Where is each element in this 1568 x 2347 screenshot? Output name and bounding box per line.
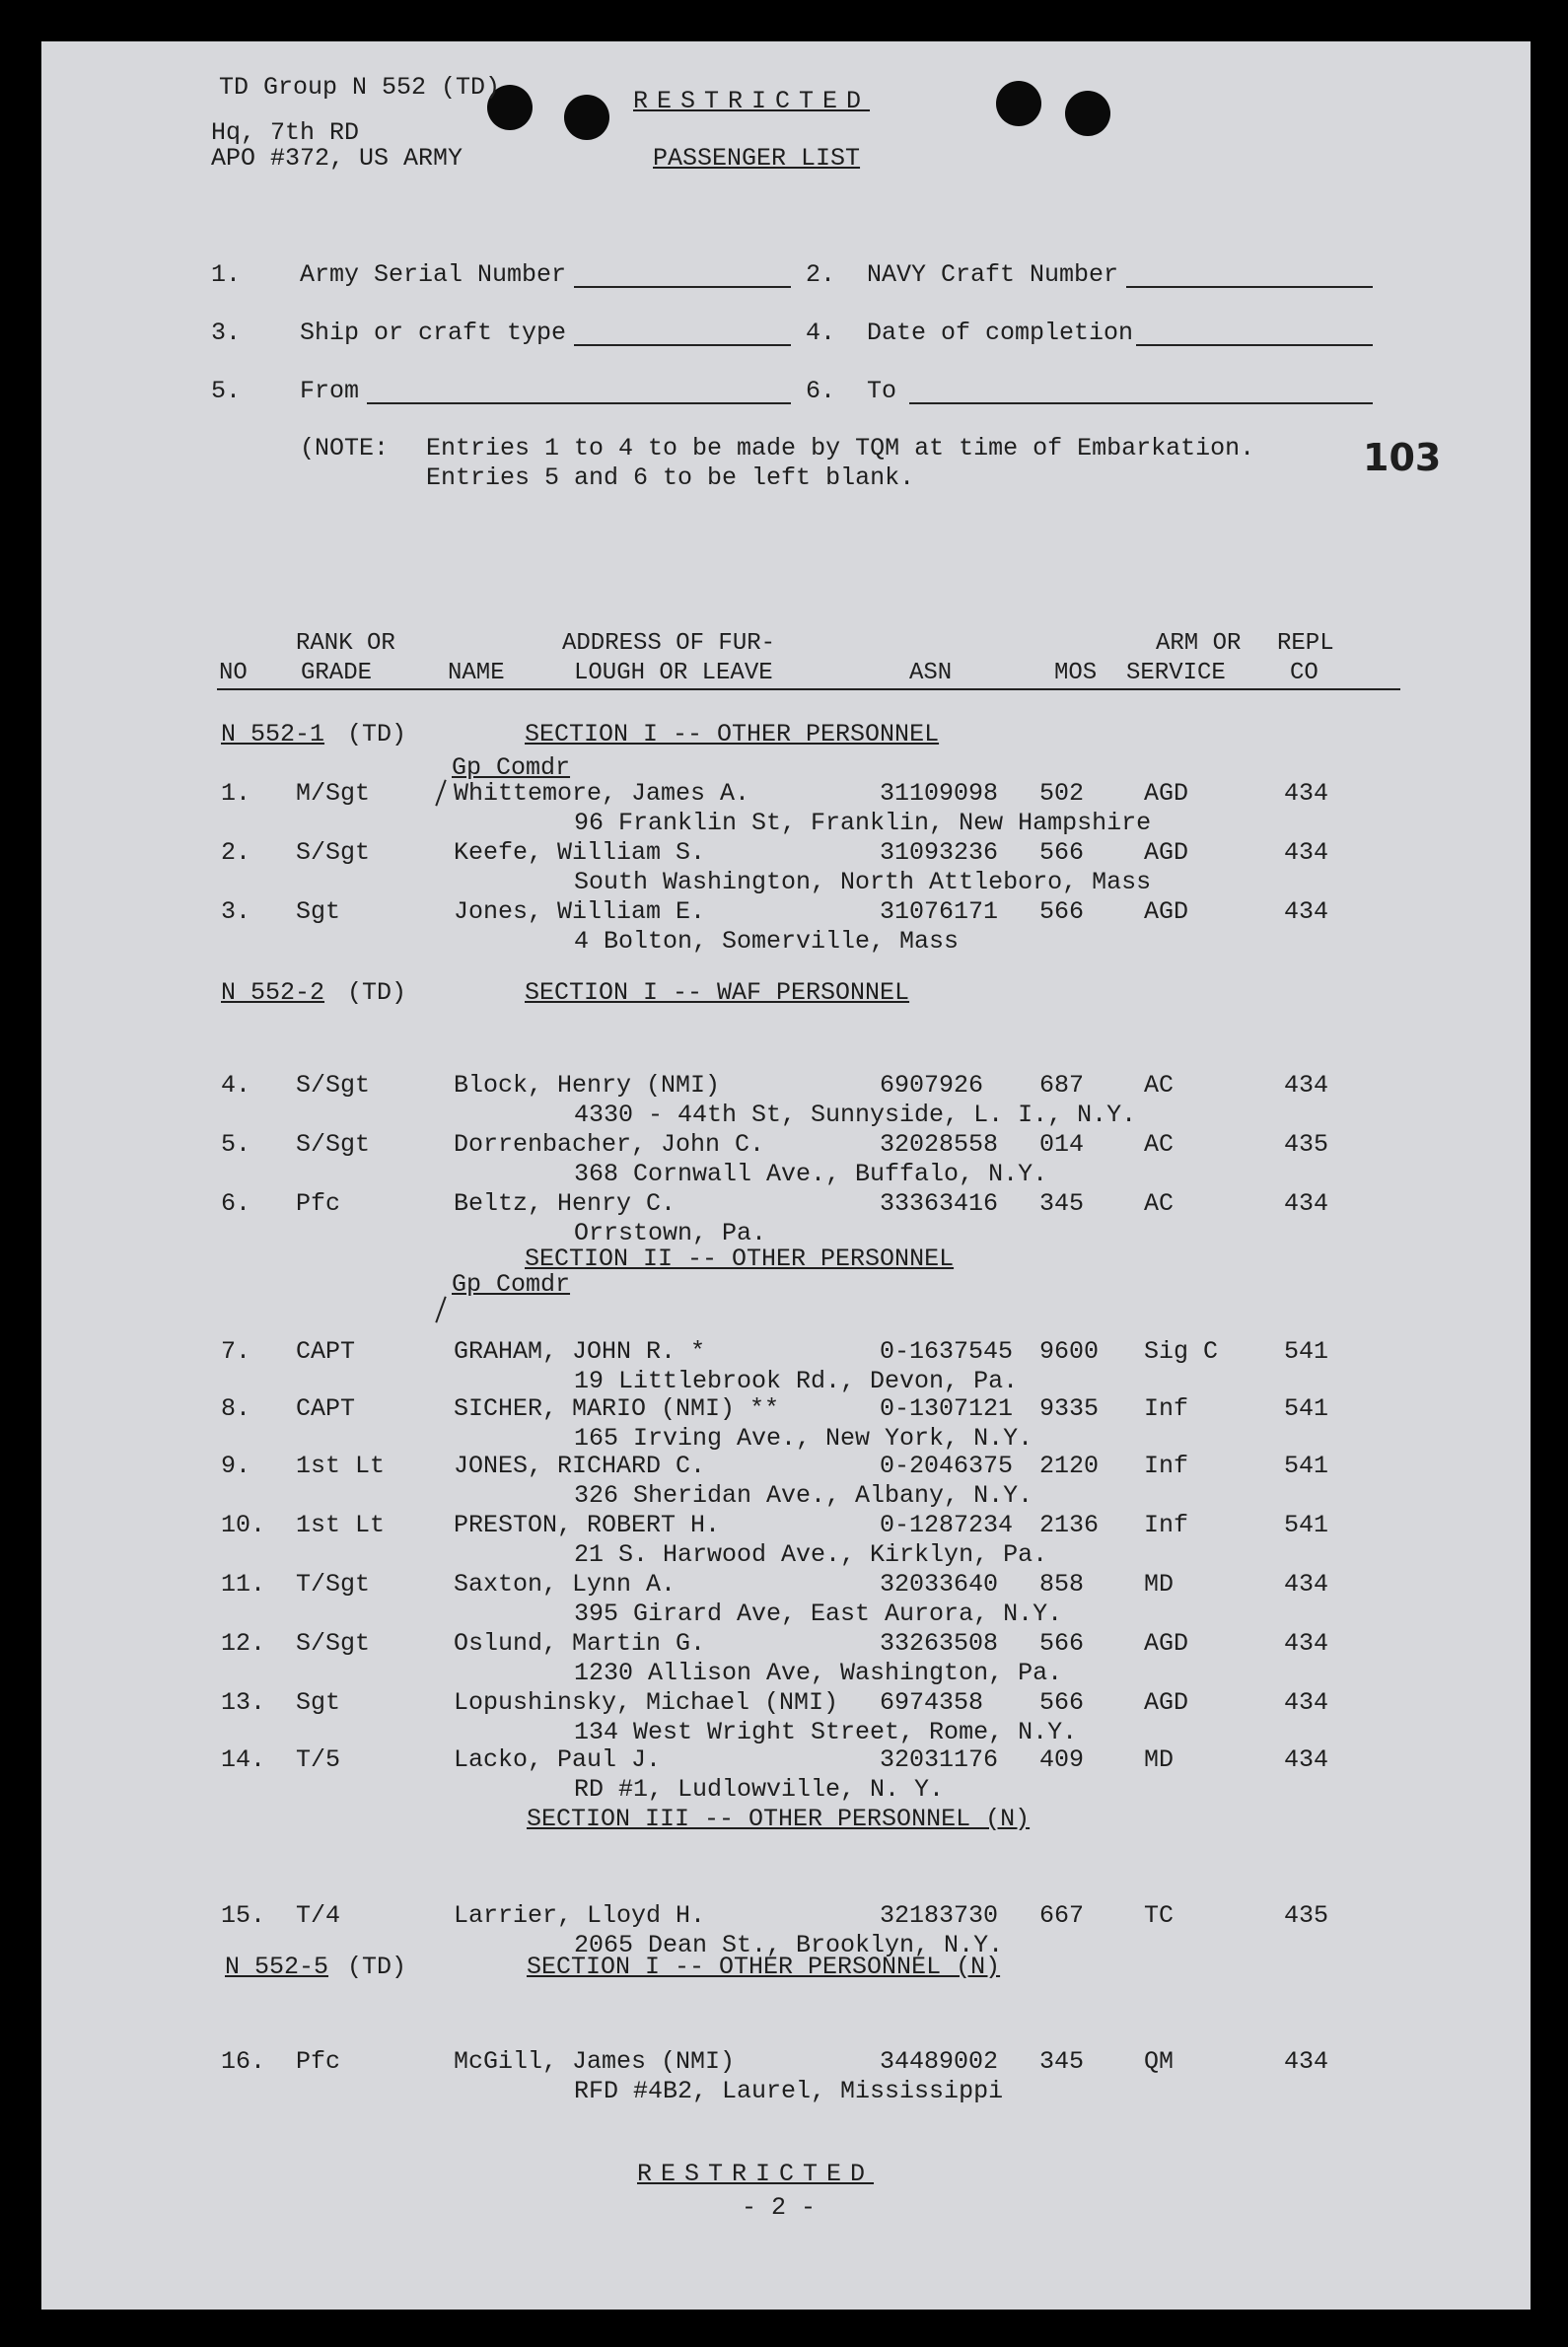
col-asn: ASN <box>909 660 953 686</box>
row-name: McGill, James (NMI) <box>454 2047 736 2076</box>
row-number: 11. <box>221 1570 266 1599</box>
field-blank <box>367 402 791 404</box>
col-repl-line2: CO <box>1290 660 1319 686</box>
row-arm: Inf <box>1144 1511 1189 1539</box>
row-rank: 1st Lt <box>296 1452 386 1480</box>
row-address: 395 Girard Ave, East Aurora, N.Y. <box>574 1600 1063 1628</box>
row-mos: 667 <box>1039 1901 1085 1930</box>
row-number: 3. <box>221 897 251 926</box>
row-rank: S/Sgt <box>296 1629 371 1658</box>
unit-line: TD Group N 552 (TD) <box>219 73 501 102</box>
col-no: NO <box>219 660 248 686</box>
apo-line: APO #372, US ARMY <box>211 144 463 173</box>
classification-top: RESTRICTED <box>633 87 871 115</box>
row-name: Dorrenbacher, John C. <box>454 1130 765 1159</box>
row-number: 15. <box>221 1901 266 1930</box>
col-arm-line2: SERVICE <box>1126 660 1226 686</box>
note-line: Entries 5 and 6 to be left blank. <box>426 463 915 492</box>
group-label: N 552-5 <box>225 1953 329 1981</box>
group-commander-note: Gp Comdr <box>452 1270 571 1299</box>
row-arm: AC <box>1144 1130 1175 1159</box>
row-asn: 33363416 <box>880 1189 999 1218</box>
row-arm: AGD <box>1144 897 1189 926</box>
row-asn: 31093236 <box>880 838 999 867</box>
row-mos: 409 <box>1039 1745 1085 1774</box>
row-address: 21 S. Harwood Ave., Kirklyn, Pa. <box>574 1540 1048 1569</box>
page-number: - 2 - <box>742 2193 817 2222</box>
row-repl: 434 <box>1284 1570 1329 1599</box>
row-address: South Washington, North Attleboro, Mass <box>574 868 1152 896</box>
section-heading: SECTION I -- OTHER PERSONNEL (N) <box>527 1953 1001 1981</box>
note-line: Entries 1 to 4 to be made by TQM at time of Embarkation. <box>426 434 1255 462</box>
row-asn: 6974358 <box>880 1688 984 1717</box>
row-rank: CAPT <box>296 1337 356 1366</box>
row-name: Oslund, Martin G. <box>454 1629 706 1658</box>
row-name: PRESTON, ROBERT H. <box>454 1511 721 1539</box>
row-repl: 434 <box>1284 1688 1329 1717</box>
field-label: Ship or craft type <box>300 319 567 347</box>
row-rank: T/Sgt <box>296 1570 371 1599</box>
row-arm: QM <box>1144 2047 1175 2076</box>
row-rank: S/Sgt <box>296 1130 371 1159</box>
group-label: N 552-1 <box>221 720 325 748</box>
row-arm: AGD <box>1144 779 1189 808</box>
col-name: NAME <box>448 660 505 686</box>
row-number: 7. <box>221 1337 251 1366</box>
row-asn: 31076171 <box>880 897 999 926</box>
field-label: To <box>867 377 897 405</box>
row-rank: M/Sgt <box>296 779 371 808</box>
row-repl: 434 <box>1284 838 1329 867</box>
row-asn: 32028558 <box>880 1130 999 1159</box>
section-heading: SECTION III -- OTHER PERSONNEL (N) <box>527 1805 1031 1833</box>
punch-hole <box>564 95 609 140</box>
row-repl: 541 <box>1284 1337 1329 1366</box>
row-name: Block, Henry (NMI) <box>454 1071 721 1100</box>
row-number: 12. <box>221 1629 266 1658</box>
field-blank <box>574 286 791 288</box>
row-number: 5. <box>221 1130 251 1159</box>
row-repl: 434 <box>1284 1071 1329 1100</box>
row-rank: 1st Lt <box>296 1511 386 1539</box>
row-name: GRAHAM, JOHN R. * <box>454 1337 706 1366</box>
field-label: From <box>300 377 360 405</box>
row-address: 4 Bolton, Somerville, Mass <box>574 927 960 956</box>
row-mos: 9335 <box>1039 1394 1100 1423</box>
punch-hole <box>996 81 1041 126</box>
row-asn: 0-1637545 <box>880 1337 1014 1366</box>
row-arm: AC <box>1144 1189 1175 1218</box>
row-name: Jones, William E. <box>454 897 706 926</box>
field-number: 5. <box>211 377 242 405</box>
row-asn: 31109098 <box>880 779 999 808</box>
row-repl: 434 <box>1284 779 1329 808</box>
row-arm: MD <box>1144 1570 1175 1599</box>
row-name: SICHER, MARIO (NMI) ** <box>454 1394 780 1423</box>
col-rank-line2: GRADE <box>301 660 373 686</box>
field-blank <box>1136 344 1373 346</box>
row-arm: AGD <box>1144 1688 1189 1717</box>
row-address: RD #1, Ludlowville, N. Y. <box>574 1775 945 1804</box>
row-rank: Pfc <box>296 1189 341 1218</box>
annotation-slash <box>435 1297 446 1323</box>
row-mos: 345 <box>1039 1189 1085 1218</box>
row-mos: 566 <box>1039 1629 1085 1658</box>
row-rank: S/Sgt <box>296 838 371 867</box>
row-repl: 434 <box>1284 1629 1329 1658</box>
row-mos: 502 <box>1039 779 1085 808</box>
row-mos: 566 <box>1039 838 1085 867</box>
field-number: 2. <box>806 260 836 289</box>
row-rank: T/4 <box>296 1901 341 1930</box>
row-repl: 541 <box>1284 1394 1329 1423</box>
row-mos: 858 <box>1039 1570 1085 1599</box>
page-title: PASSENGER LIST <box>653 144 861 173</box>
row-repl: 434 <box>1284 2047 1329 2076</box>
classification-bottom: RESTRICTED <box>637 2160 875 2188</box>
punch-hole <box>1065 91 1110 136</box>
row-name: Saxton, Lynn A. <box>454 1570 677 1599</box>
row-address: 2065 Dean St., Brooklyn, N.Y. <box>574 1931 1004 1959</box>
field-label: Army Serial Number <box>300 260 567 289</box>
field-number: 3. <box>211 319 242 347</box>
row-asn: 0-1287234 <box>880 1511 1014 1539</box>
group-tag: (TD) <box>347 1953 407 1981</box>
row-name: Lopushinsky, Michael (NMI) <box>454 1688 839 1717</box>
row-number: 13. <box>221 1688 266 1717</box>
row-number: 8. <box>221 1394 251 1423</box>
col-rank-line1: RANK OR <box>296 630 395 657</box>
section-heading: SECTION II -- OTHER PERSONNEL <box>525 1245 955 1273</box>
row-asn: 32033640 <box>880 1570 999 1599</box>
row-mos: 2120 <box>1039 1452 1100 1480</box>
row-arm: AGD <box>1144 1629 1189 1658</box>
row-arm: MD <box>1144 1745 1175 1774</box>
row-address: Orrstown, Pa. <box>574 1219 767 1247</box>
row-name: JONES, RICHARD C. <box>454 1452 706 1480</box>
row-name: Whittemore, James A. <box>454 779 750 808</box>
row-repl: 435 <box>1284 1901 1329 1930</box>
row-repl: 434 <box>1284 897 1329 926</box>
row-mos: 566 <box>1039 897 1085 926</box>
row-arm: Sig C <box>1144 1337 1219 1366</box>
row-rank: CAPT <box>296 1394 356 1423</box>
section-heading: SECTION I -- OTHER PERSONNEL <box>525 720 940 748</box>
field-label: Date of completion <box>867 319 1134 347</box>
col-address-line2: LOUGH OR LEAVE <box>574 660 773 686</box>
hq-line: Hq, 7th RD <box>211 118 360 147</box>
field-blank <box>909 402 1373 404</box>
row-repl: 434 <box>1284 1745 1329 1774</box>
field-number: 6. <box>806 377 836 405</box>
annotation-slash <box>435 780 446 807</box>
row-repl: 541 <box>1284 1452 1329 1480</box>
row-address: 4330 - 44th St, Sunnyside, L. I., N.Y. <box>574 1101 1137 1129</box>
row-repl: 434 <box>1284 1189 1329 1218</box>
row-name: Lacko, Paul J. <box>454 1745 662 1774</box>
row-address: 368 Cornwall Ave., Buffalo, N.Y. <box>574 1160 1048 1188</box>
section-heading: SECTION I -- WAF PERSONNEL <box>525 978 910 1007</box>
row-rank: S/Sgt <box>296 1071 371 1100</box>
row-arm: Inf <box>1144 1394 1189 1423</box>
row-address: RFD #4B2, Laurel, Mississippi <box>574 2077 1004 2105</box>
row-address: 165 Irving Ave., New York, N.Y. <box>574 1424 1033 1453</box>
note-label: (NOTE: <box>300 434 390 462</box>
row-name: Beltz, Henry C. <box>454 1189 677 1218</box>
row-mos: 014 <box>1039 1130 1085 1159</box>
row-rank: Sgt <box>296 1688 341 1717</box>
row-asn: 32031176 <box>880 1745 999 1774</box>
row-rank: Sgt <box>296 897 341 926</box>
row-mos: 345 <box>1039 2047 1085 2076</box>
row-number: 9. <box>221 1452 251 1480</box>
row-rank: T/5 <box>296 1745 341 1774</box>
row-number: 10. <box>221 1511 266 1539</box>
row-address: 19 Littlebrook Rd., Devon, Pa. <box>574 1367 1019 1395</box>
group-label: N 552-2 <box>221 978 325 1007</box>
group-tag: (TD) <box>347 978 407 1007</box>
row-asn: 0-1307121 <box>880 1394 1014 1423</box>
row-number: 2. <box>221 838 251 867</box>
row-name: Keefe, William S. <box>454 838 706 867</box>
document-page <box>41 41 1531 2310</box>
col-arm-line1: ARM OR <box>1156 630 1242 657</box>
row-number: 4. <box>221 1071 251 1100</box>
col-mos: MOS <box>1054 660 1098 686</box>
row-address: 326 Sheridan Ave., Albany, N.Y. <box>574 1481 1033 1510</box>
col-address-line1: ADDRESS OF FUR- <box>562 630 776 657</box>
row-mos: 687 <box>1039 1071 1085 1100</box>
row-address: 1230 Allison Ave, Washington, Pa. <box>574 1659 1063 1687</box>
row-asn: 33263508 <box>880 1629 999 1658</box>
row-mos: 9600 <box>1039 1337 1100 1366</box>
row-repl: 435 <box>1284 1130 1329 1159</box>
row-asn: 0-2046375 <box>880 1452 1014 1480</box>
field-label: NAVY Craft Number <box>867 260 1119 289</box>
group-tag: (TD) <box>347 720 407 748</box>
field-blank <box>574 344 791 346</box>
row-asn: 32183730 <box>880 1901 999 1930</box>
row-asn: 34489002 <box>880 2047 999 2076</box>
row-address: 96 Franklin St, Franklin, New Hampshire <box>574 809 1152 837</box>
row-number: 6. <box>221 1189 251 1218</box>
row-arm: Inf <box>1144 1452 1189 1480</box>
row-rank: Pfc <box>296 2047 341 2076</box>
row-arm: AC <box>1144 1071 1175 1100</box>
row-number: 14. <box>221 1745 266 1774</box>
group-commander-note: Gp Comdr <box>452 753 571 782</box>
header-rule <box>217 688 1400 690</box>
row-mos: 566 <box>1039 1688 1085 1717</box>
row-mos: 2136 <box>1039 1511 1100 1539</box>
field-number: 4. <box>806 319 836 347</box>
row-arm: TC <box>1144 1901 1175 1930</box>
row-repl: 541 <box>1284 1511 1329 1539</box>
row-number: 1. <box>221 779 251 808</box>
row-number: 16. <box>221 2047 266 2076</box>
row-asn: 6907926 <box>880 1071 984 1100</box>
row-arm: AGD <box>1144 838 1189 867</box>
field-blank <box>1126 286 1373 288</box>
field-number: 1. <box>211 260 242 289</box>
row-address: 134 West Wright Street, Rome, N.Y. <box>574 1718 1078 1746</box>
col-repl-line1: REPL <box>1277 630 1334 657</box>
page-stamp-number: 103 <box>1363 436 1442 479</box>
row-name: Larrier, Lloyd H. <box>454 1901 706 1930</box>
